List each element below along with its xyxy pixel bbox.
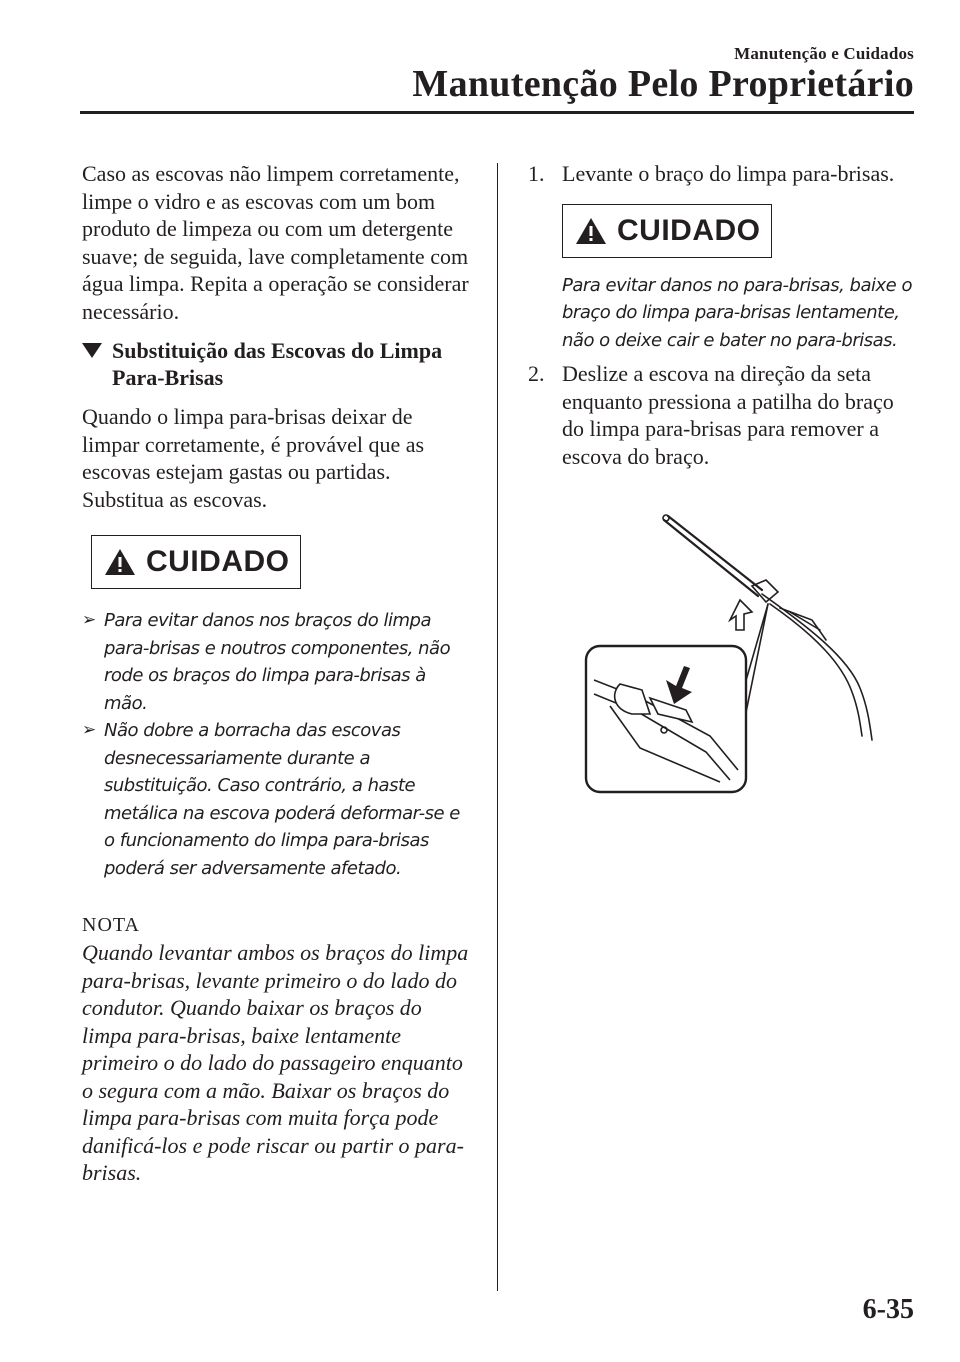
arrow-bullet-icon: ➢	[82, 720, 96, 740]
intro-paragraph: Caso as escovas não limpem corretamente, limpe o vidro e as escovas com um bom produto de limpeza ou com um detergente suave; de seguida, lave completamente com água limpa. Repita a operação se considerar necessário.	[82, 161, 469, 324]
page-number: 6-35	[862, 1294, 914, 1325]
caution-item-text: Não dobre a borracha das escovas desnecessariamente durante a substituição. Caso contrário, a haste metálica na escova poderá deformar-se e o funcionamento do limpa para-brisas poderá ser adversamente afetado.	[104, 720, 460, 879]
caution-item-text: Para evitar danos nos braços do limpa para-brisas e noutros componentes, não rode os braços do limpa para-brisas à mão.	[104, 610, 451, 714]
step-number: 2.	[528, 361, 545, 386]
caution-text: Para evitar danos no para-brisas, baixe o braço do limpa para-brisas lentamente, não o deixe cair e bater no para-brisas.	[562, 274, 912, 351]
right-column	[528, 160, 920, 470]
triangle-marker-icon	[82, 343, 102, 358]
caution-item	[82, 717, 472, 882]
caution-label-box	[91, 535, 301, 589]
section-heading	[82, 337, 472, 391]
note-text: Quando levantar ambos os braços do limpa para-brisas, levante primeiro o do lado do condutor. Quando baixar os braços do limpa para-brisas, baixe lentamente primeiro o do lado do passageiro enquanto o segura com a mão. Baixar os braços do limpa para-brisas com muita força pode danificá-los e pode riscar ou partir o para-brisas.	[82, 940, 469, 1185]
caution-label: CUIDADO	[617, 213, 761, 247]
page-title: Manutenção Pelo Proprietário	[412, 63, 914, 105]
wiper-blade-removal-illustration	[580, 508, 900, 798]
column-divider	[497, 163, 498, 1291]
left-column	[82, 160, 472, 1187]
step-2	[528, 360, 920, 470]
caution-item	[82, 607, 472, 717]
step-number: 1.	[528, 161, 545, 186]
section-paragraph: Quando o limpa para-brisas deixar de limpar corretamente, é provável que as escovas estejam gastas ou partidas. Substitua as escovas.	[82, 404, 425, 512]
step-1	[528, 160, 920, 188]
note-title: NOTA	[82, 914, 140, 936]
step-text: Levante o braço do limpa para-brisas.	[562, 161, 895, 186]
caution-label: CUIDADO	[146, 545, 290, 578]
warning-triangle-icon	[104, 548, 136, 576]
section-heading-text: Substituição das Escovas do Limpa Para-Brisas	[112, 338, 443, 390]
header-rule	[80, 111, 914, 114]
chapter-title: Manutenção e Cuidados	[734, 44, 914, 63]
warning-triangle-icon	[575, 217, 607, 245]
arrow-bullet-icon: ➢	[82, 610, 96, 630]
caution-label-box	[562, 204, 772, 258]
step-text: Deslize a escova na direção da seta enquanto pressiona a patilha do braço do limpa para-brisas para remover a escova do braço.	[562, 361, 894, 469]
